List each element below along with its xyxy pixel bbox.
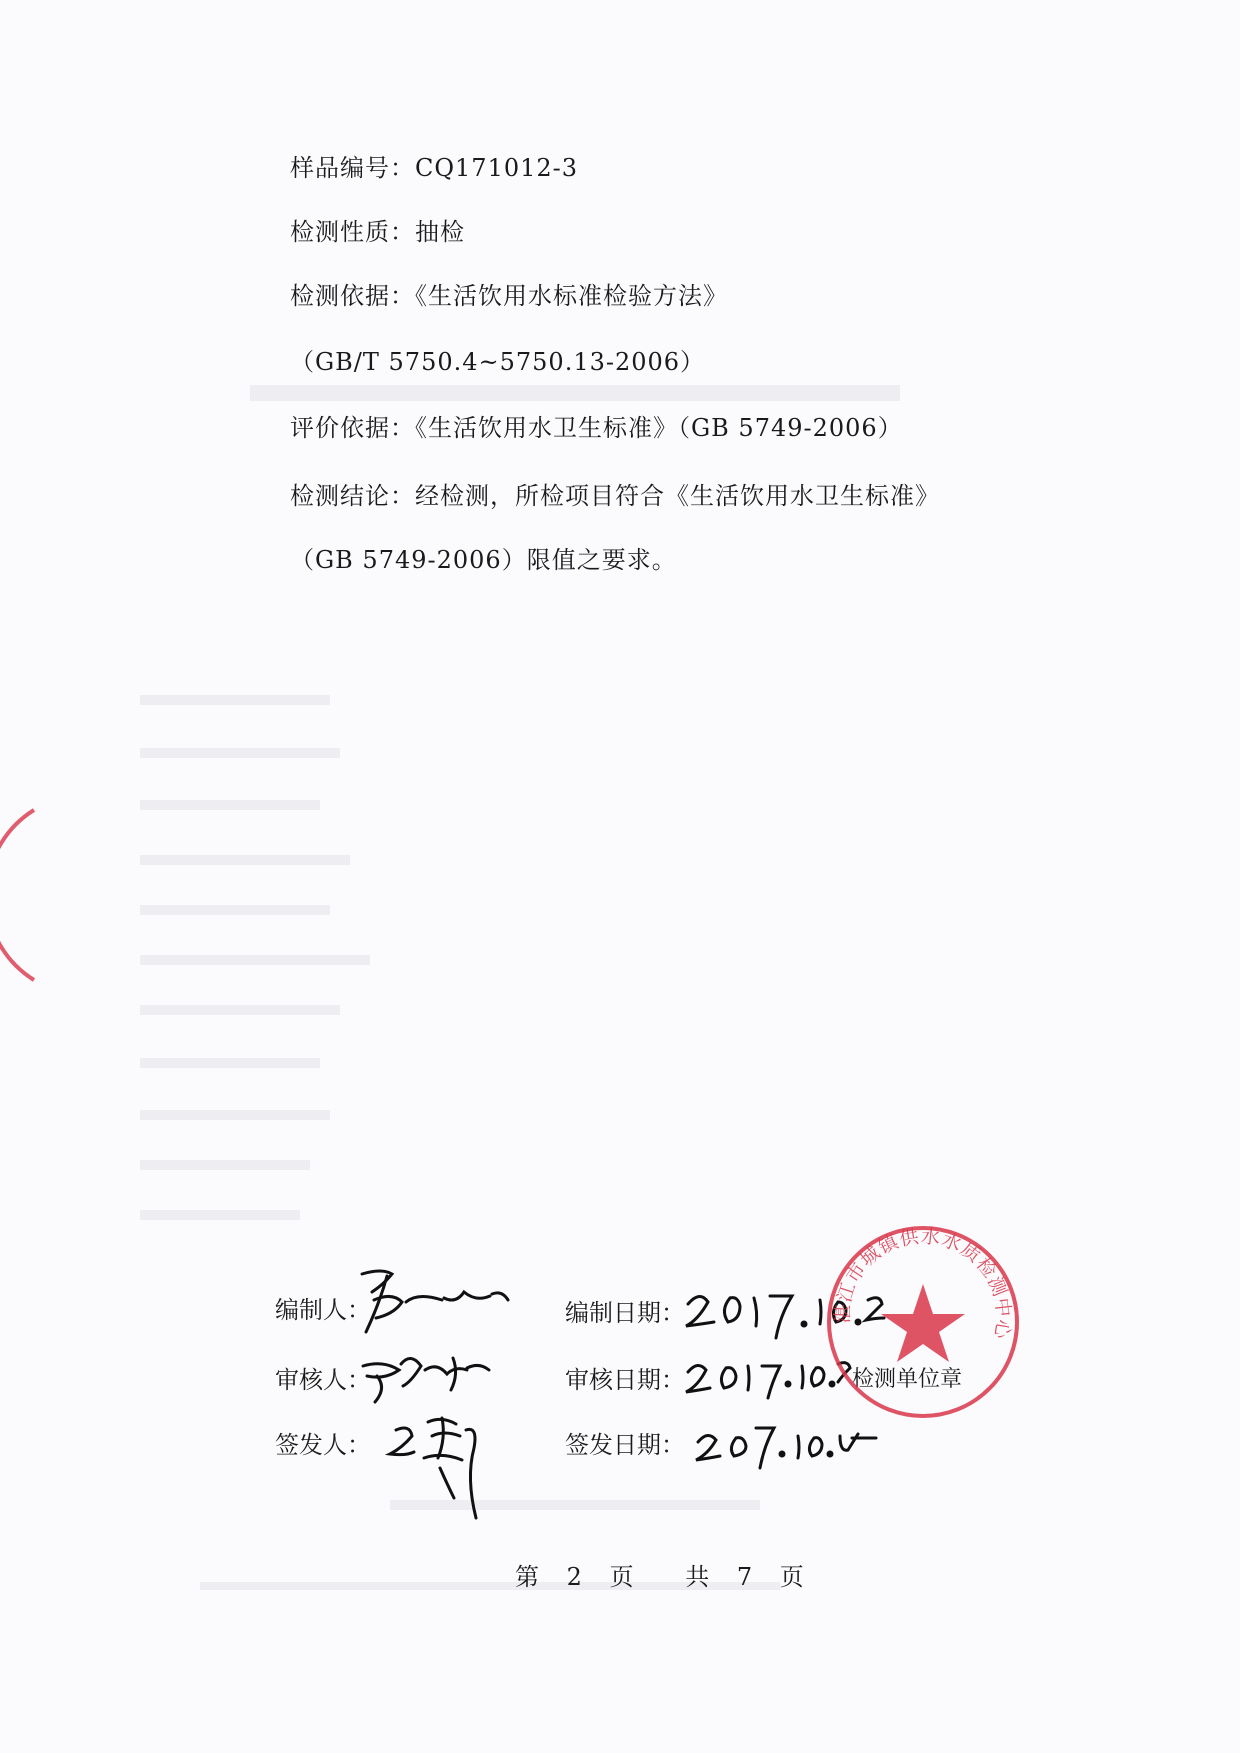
- issuer-signature: [382, 1408, 512, 1528]
- side-seal-partial: [0, 800, 70, 990]
- evaluation-basis: 评价依据：《生活饮用水卫生标准》（GB 5749-2006）: [290, 414, 903, 442]
- issuer-label: 签发人：: [275, 1431, 371, 1459]
- review-date-label: 审核日期：: [565, 1366, 685, 1394]
- test-basis: 检测依据：《生活饮用水标准检验方法》: [290, 282, 728, 310]
- official-seal: [823, 1222, 1023, 1422]
- page-total: 7: [736, 1563, 753, 1591]
- compiler-signature: [352, 1262, 522, 1337]
- page-mid: 页: [609, 1563, 634, 1591]
- compile-date-label: 编制日期：: [565, 1299, 685, 1327]
- total-prefix: 共: [685, 1563, 710, 1591]
- reviewer-signature: [355, 1340, 495, 1410]
- test-nature: 检测性质：抽检: [290, 218, 465, 246]
- compiler-label: 编制人：: [275, 1296, 371, 1324]
- issue-date-label: 签发日期：: [565, 1431, 685, 1459]
- sample-number: 样品编号：CQ171012-3: [290, 154, 579, 182]
- test-basis-standard: （GB/T 5750.4~5750.13-2006）: [290, 348, 706, 376]
- unit-seal-label: 检测单位章: [852, 1367, 963, 1392]
- svg-text:湛江市城镇供水水质检测中心: 湛江市城镇供水水质检测中心: [831, 1225, 1015, 1342]
- page-current: 2: [566, 1563, 582, 1591]
- page-counter: [515, 1557, 804, 1592]
- reviewer-label: 审核人：: [275, 1366, 371, 1394]
- test-conclusion: 检测结论：经检测，所检项目符合《生活饮用水卫生标准》: [290, 482, 940, 510]
- page-prefix: 第: [515, 1563, 539, 1591]
- total-suffix: 页: [779, 1563, 804, 1591]
- test-conclusion-continued: （GB 5749-2006）限值之要求。: [290, 546, 677, 574]
